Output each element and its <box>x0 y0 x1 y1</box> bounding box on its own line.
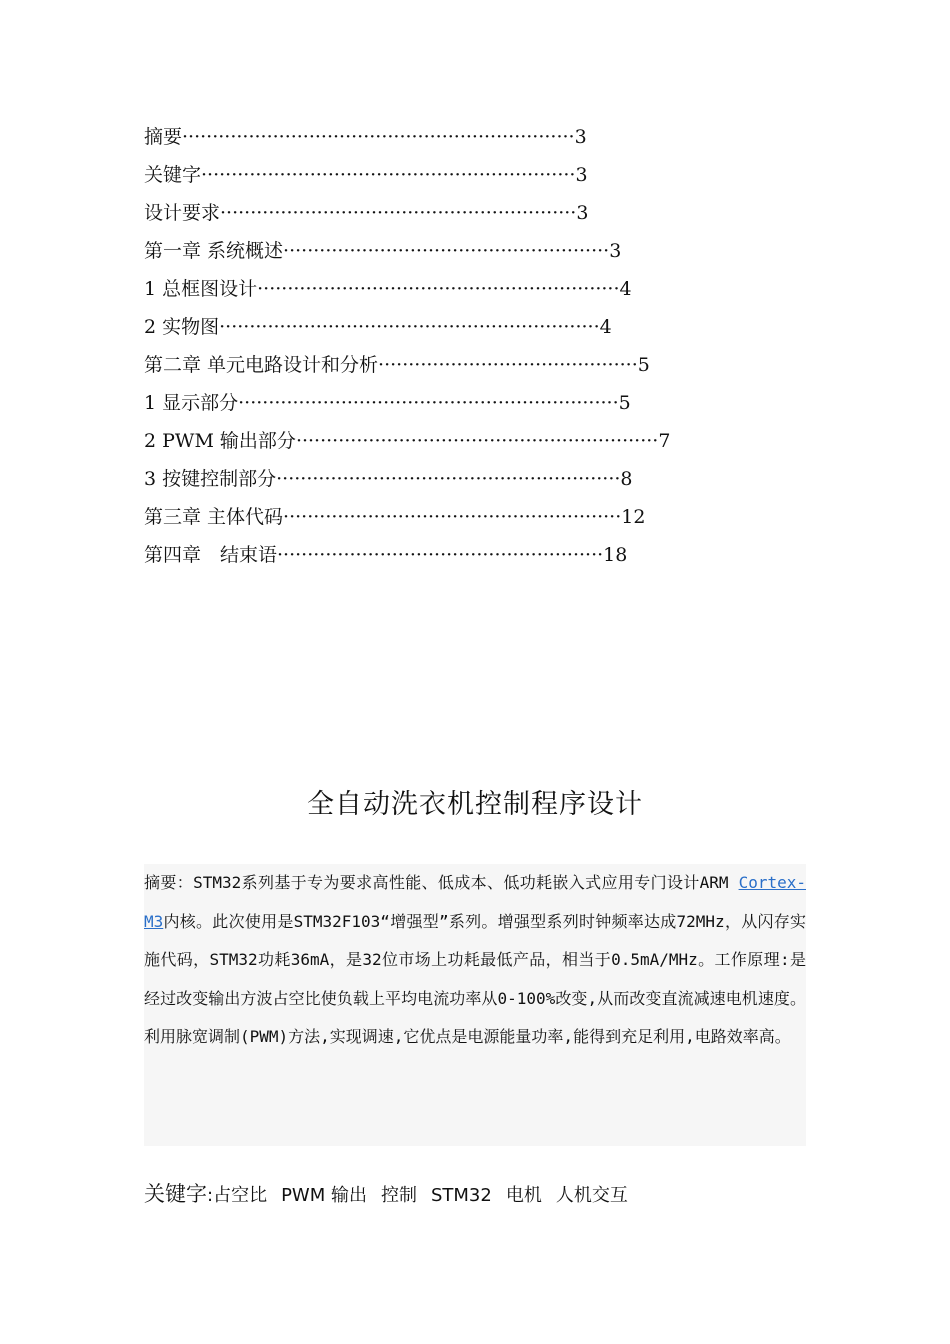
toc-page: 12 <box>621 506 646 528</box>
toc-leader: ························································· <box>276 468 621 490</box>
abstract-body: 内核。此次使用是STM32F103“增强型”系列。增强型系列时钟频率达成72MHz，从闪存实施代码，STM32功耗36mA，是32位市场上功耗最低产品，相当于0.5mA/MHz。工作原理:是经过改变输出方波占空比使负载上平均电流功率从0-100%改变,从而改变直流减速电机速度。利用脉宽调制(PWM)方法,实现调速,它优点是电源能量功率,能得到充足利用,电路效率高。 <box>144 911 806 1046</box>
toc-page: 18 <box>603 544 628 566</box>
toc-label: 关键字 <box>144 164 202 186</box>
abstract-paragraph <box>144 864 806 1057</box>
toc-entry[interactable] <box>144 536 809 574</box>
toc-page: 3 <box>575 164 588 186</box>
toc-label: 第一章 系统概述 <box>144 240 284 262</box>
toc-leader: ······························································· <box>238 392 619 414</box>
toc-label: 第四章 结束语 <box>144 544 278 566</box>
abstract-section <box>144 864 806 1146</box>
cortex-m3-link[interactable]: Cortex-M3 <box>144 873 806 931</box>
toc-entry[interactable] <box>144 422 809 460</box>
toc-page: 4 <box>599 316 612 338</box>
keyword: PWM 输出 <box>281 1185 367 1206</box>
toc-entry[interactable] <box>144 460 809 498</box>
toc-leader: ································································· <box>182 126 575 148</box>
toc-entry[interactable] <box>144 498 809 536</box>
document-title: 全自动洗衣机控制程序设计 <box>307 789 643 820</box>
toc-label: 设计要求 <box>144 202 221 224</box>
toc-leader: ······························································ <box>201 164 576 186</box>
toc-label: 1 总框图设计 <box>144 278 258 300</box>
toc-label: 2 PWM 输出部分 <box>144 430 296 452</box>
toc-entry[interactable] <box>144 346 809 384</box>
keyword: STM32 <box>430 1185 492 1206</box>
keyword: 电机 <box>505 1185 542 1206</box>
toc-label: 第三章 主体代码 <box>144 506 284 528</box>
toc-entry[interactable] <box>144 118 809 156</box>
keyword: 控制 <box>380 1185 417 1206</box>
keywords-label: 关键字 <box>144 1182 207 1206</box>
toc-entry[interactable] <box>144 194 809 232</box>
toc-label: 第二章 单元电路设计和分析 <box>144 354 379 376</box>
toc-page: 5 <box>637 354 650 376</box>
toc-label: 2 实物图 <box>144 316 220 338</box>
toc-page: 5 <box>618 392 631 414</box>
toc-page: 3 <box>609 240 622 262</box>
toc-entry[interactable] <box>144 308 809 346</box>
toc-leader: ···························································· <box>257 278 620 300</box>
abstract-lead: 摘要：STM32系列基于专为要求高性能、低成本、低功耗嵌入式应用专门设计ARM <box>144 873 739 892</box>
keyword: 占空比 <box>213 1185 268 1206</box>
keywords-line <box>144 1178 642 1208</box>
keyword: 人机交互 <box>555 1185 628 1206</box>
toc-leader: ······························································· <box>219 316 600 338</box>
toc-entry[interactable] <box>144 270 809 308</box>
toc-leader: ························································ <box>283 506 622 528</box>
toc-label: 1 显示部分 <box>144 392 239 414</box>
toc-page: 4 <box>619 278 632 300</box>
keywords-separator: : <box>207 1185 214 1206</box>
table-of-contents <box>144 118 809 574</box>
toc-entry[interactable] <box>144 232 809 270</box>
toc-leader: ··························································· <box>220 202 577 224</box>
toc-label: 3 按键控制部分 <box>144 468 277 490</box>
toc-page: 3 <box>576 202 589 224</box>
toc-leader: ······················································ <box>277 544 604 566</box>
toc-page: 3 <box>574 126 587 148</box>
toc-leader: ······················································ <box>283 240 610 262</box>
toc-entry[interactable] <box>144 384 809 422</box>
toc-page: 8 <box>620 468 633 490</box>
toc-page: 7 <box>658 430 671 452</box>
toc-entry[interactable] <box>144 156 809 194</box>
toc-leader: ···························································· <box>295 430 659 452</box>
toc-label: 摘要 <box>144 126 183 148</box>
toc-leader: ··········································· <box>378 354 638 376</box>
